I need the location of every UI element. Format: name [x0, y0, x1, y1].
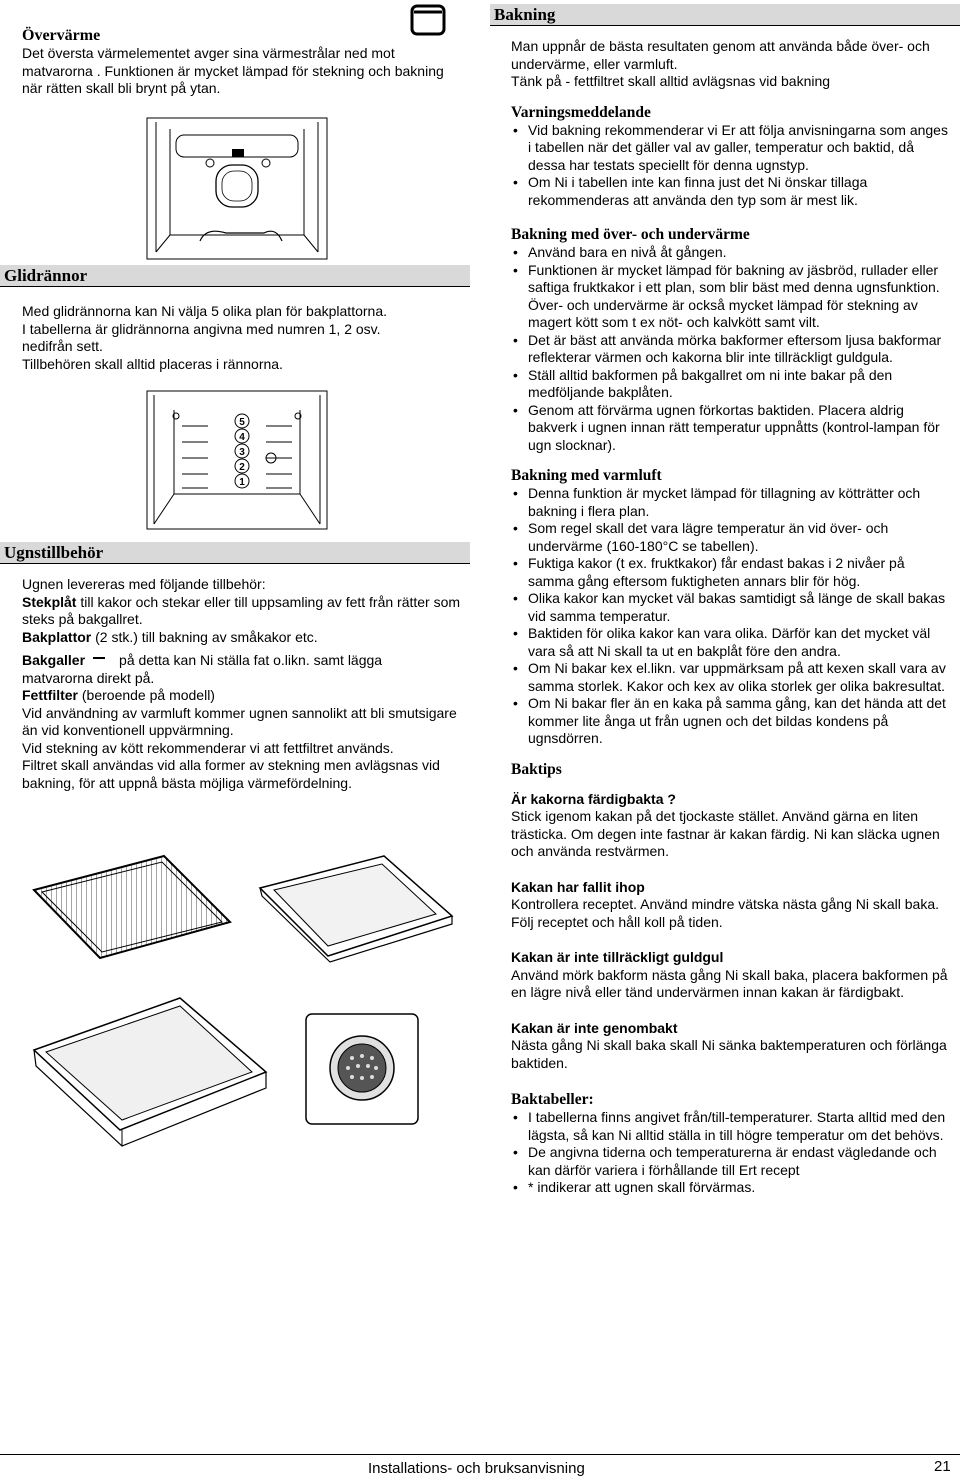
bakplattor-text: (2 stk.) till bakning av småkakor etc.: [91, 628, 318, 645]
fettfilter-p1: Vid användning av varmluft kommer ugnen sannolikt att bli smutsigare än vid konventionell uppvärmning.: [22, 704, 457, 738]
list-item: • Vid bakning rekommenderar vi Er att följa anvisningarna som anges i tabellen när det gäller val av galler, temperatur och baktid, då dessa har testats speciellt för denna ugnstyp.: [511, 122, 951, 175]
glidrannor-p4: Tillbehören skall alltid placeras i rännorna.: [22, 355, 283, 372]
bakgaller-text2: matvarorna direkt på.: [22, 669, 155, 686]
baktips-q2-text: Kontrollera receptet. Använd mindre vätska nästa gång Ni skall baka. Följ receptet och håll koll på tiden.: [511, 896, 940, 930]
list-item: • Denna funktion är mycket lämpad för tillagning av kötträtter och bakning i flera plan.: [511, 485, 951, 520]
list-item: • Fuktiga kakor (t ex. fruktkakor) får endast bakas i 2 nivåer på samma gång eftersom fuktigheten annars blir för hög.: [511, 555, 951, 590]
footer-divider: [0, 1454, 960, 1455]
baktips-q1-title: Är kakorna färdigbakta ?: [511, 790, 676, 807]
stekplat-paragraph: [22, 594, 462, 629]
over-under-list: [511, 244, 951, 454]
stekplat-label: Stekplåt: [22, 593, 77, 610]
list-item: • Om Ni bakar fler än en kaka på samma gång, kan det hända att det kommer lite ånga ut från ugnen och det bildas kondens på ugnsdörren.: [511, 695, 951, 748]
baktips-q1-text: Stick igenom kakan på det tjockaste stället. Använd gärna en liten trästicka. Om degen inte fastnar är kakan färdig. Ni kan släcka ugnen och använda restvärmen.: [511, 808, 940, 859]
bakning-intro2: Tänk på - fettfiltret skall alltid avlägsnas vid bakning: [511, 73, 831, 89]
varmluft-list: [511, 485, 951, 748]
bakplattor-paragraph: [22, 629, 462, 647]
shelf-number-4: 4: [239, 432, 245, 443]
baktips-q2-title: Kakan har fallit ihop: [511, 878, 645, 895]
list-item: • Olika kakor kan mycket väl bakas samtidigt så länge de skall bakas vid samma temperatur.: [511, 590, 951, 625]
shelf-number-3: 3: [239, 447, 245, 458]
varning-title: Varningsmeddelande: [511, 103, 651, 121]
list-item: • Baktiden för olika kakor kan vara olika. Därför kan det mycket väl vara så att Ni skall ta ut en bakplåt före den andra.: [511, 625, 951, 660]
fettfilter-label: Fettfilter: [22, 687, 78, 703]
list-item: • De angivna tiderna och temperaturerna är endast vägledande och kan därför variera i förhållande till Ert recept: [511, 1144, 951, 1179]
glidrannor-p1: Med glidrännorna kan Ni välja 5 olika plan för bakplattorna.: [22, 303, 387, 319]
list-item: • Det är bäst att använda mörka bakformer eftersom ljusa bakformar reflekterar värmen och kakorna blir inte tillräckligt guldgula.: [511, 332, 951, 367]
bakgaller-paragraph: [22, 652, 462, 670]
fettfilter-text: (beroende på modell): [78, 687, 215, 703]
overvarme-title: Övervärme: [22, 27, 101, 44]
shelf-rails-illustration: [146, 390, 328, 530]
list-item: • Om Ni bakar kex el.likn. var uppmärksam på att kexen skall vara av samma storlek. Kakor och kex av olika storlek ger olika bakresultat.: [511, 660, 951, 695]
list-item: • I tabellerna finns angivet från/till-temperaturer. Starta alltid med den lägsta, så kan Ni alltid ställa in till högre temperatur om det behövs.: [511, 1109, 951, 1144]
varning-list: [511, 122, 951, 210]
fettfilter-paragraph: [22, 687, 462, 705]
list-item: • Använd bara en nivå åt gången.: [511, 244, 951, 262]
baktips-title: Baktips: [511, 760, 562, 778]
fettfilter-illustration: [302, 1010, 422, 1128]
baktips-q3-title: Kakan är inte tillräckligt guldgul: [511, 949, 724, 965]
bakning-intro: Man uppnår de bästa resultaten genom att använda både över- och undervärme, eller varmluft.: [511, 38, 930, 72]
fettfilter-p2: Vid stekning av kött rekommenderar vi att fettfiltret används.: [22, 739, 394, 756]
list-item: • Om Ni i tabellen inte kan finna just det Ni önskar tillaga rekommenderas att använda den typ som är mest lik.: [511, 174, 951, 209]
baktips-q4-text: Nästa gång Ni skall baka skall Ni sänka baktemperaturen och förlänga baktiden.: [511, 1037, 947, 1071]
baktabeller-title: Baktabeller:: [511, 1091, 594, 1108]
shelf-number-5: 5: [239, 417, 245, 428]
section-glidrannor: [22, 303, 462, 373]
stekplat-illustration: [256, 852, 456, 964]
shelf-number-2: 2: [239, 462, 245, 473]
stekplat-text: till kakor och stekar eller till uppsamling av fett från rätter som steks på bakgallret.: [22, 593, 461, 627]
page-number: 21: [934, 1458, 951, 1475]
section-bakning: [511, 38, 951, 1197]
over-under-title: Bakning med över- och undervärme: [511, 226, 750, 243]
bakplatta-illustration: [30, 980, 270, 1150]
ugnstillbehor-intro: Ugnen levereras med följande tillbehör:: [22, 576, 266, 592]
section-overvarme: [22, 26, 462, 98]
glidrannor-p3: nedifrån sett.: [22, 338, 103, 354]
section-ugnstillbehor: [22, 576, 462, 792]
list-item: • Genom att förvärma ugnen förkortas baktiden. Placera aldrig bakverk i ugnen innan rätt temperatur uppnåtts (kontrol-lampan för ugn slocknar).: [511, 402, 951, 455]
bakgaller-label: Bakgaller: [22, 652, 86, 668]
bakning-header: Bakning: [490, 4, 960, 26]
shelf-number-1: 1: [239, 477, 245, 488]
list-item: • Funktionen är mycket lämpad för bakning av jäsbröd, rullader eller saftiga fruktkakor i ett plan, som blir bäst med denna ugnsfunktion. Över- och undervärme är också mycket lämpad för stekning av magert kött som t ex nöt- och kalvkött samt vilt.: [511, 262, 951, 332]
footer-title: Installations- och bruksanvisning: [368, 1460, 585, 1477]
baktabeller-list: [511, 1109, 951, 1197]
baktips-q4-title: Kakan är inte genombakt: [511, 1019, 678, 1036]
varmluft-title: Bakning med varmluft: [511, 467, 662, 484]
list-item: • Ställ alltid bakformen på bakgallret om ni inte bakar på den medföljande bakplåten.: [511, 367, 951, 402]
bakgaller-illustration: [26, 852, 236, 962]
list-item: • Som regel skall det vara lägre temperatur än vid över- och undervärme (160-180°C se tabellen).: [511, 520, 951, 555]
glidrannor-header: Glidrännor: [0, 265, 470, 287]
baktips-q3-text: Använd mörk bakform nästa gång Ni skall baka, placera bakformen på en lägre nivå eller tänd undervärmen innan kakan är färdigbakt.: [511, 966, 948, 1000]
list-item: • * indikerar att ugnen skall förvärmas.: [511, 1179, 951, 1197]
fettfilter-p3: Filtret skall användas vid alla former av stekning men avlägsnas vid bakning, för att uppnå bästa möjliga värmefördelning.: [22, 757, 440, 791]
ugnstillbehor-header: Ugnstillbehör: [0, 542, 470, 564]
dash-icon: [93, 657, 105, 659]
glidrannor-p2: I tabellerna är glidrännorna angivna med numren 1, 2 osv.: [22, 320, 381, 337]
top-heat-symbol-icon: [410, 4, 446, 36]
overvarme-text: Det översta värmelementet avger sina värmestrålar ned mot matvarorna . Funktionen är mycket lämpad för stekning och bakning när rätten skall bli brynt på ytan.: [22, 45, 444, 96]
bakplattor-label: Bakplattor: [22, 628, 92, 645]
bakgaller-text: på detta kan Ni ställa fat o.likn. samt lägga: [119, 652, 383, 668]
oven-top-heat-illustration: [146, 117, 328, 260]
